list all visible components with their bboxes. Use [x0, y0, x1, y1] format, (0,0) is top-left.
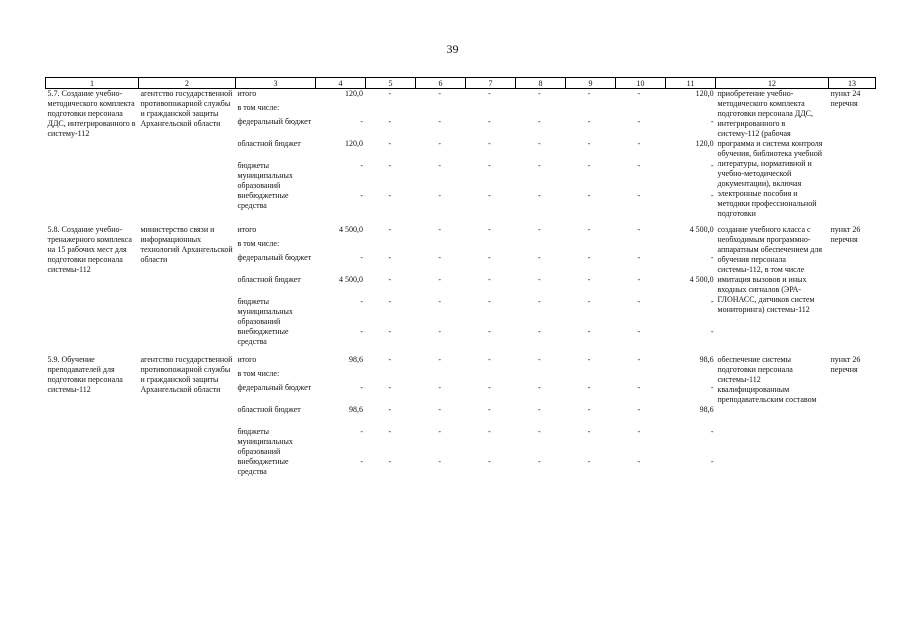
amount-year: - [587, 297, 591, 306]
amount-final: 120,0 [695, 89, 714, 98]
amount-year: - [438, 355, 442, 364]
amount-year: - [637, 253, 641, 262]
column-number: 10 [616, 78, 666, 89]
amount-year: - [587, 275, 591, 284]
amount-year: - [388, 161, 392, 170]
amount-final: - [710, 383, 714, 392]
amount-year: - [438, 275, 442, 284]
amount-year: - [488, 89, 491, 98]
amount-year: - [438, 427, 442, 436]
page-number: 39 [446, 42, 459, 56]
amount-year: - [637, 383, 641, 392]
amount-year: - [537, 355, 541, 364]
amount-year [514, 103, 564, 117]
amount-year [564, 369, 614, 383]
measure-cell: 5.9. Обучение преподавателей для подготовки персонала системы-112 [47, 355, 123, 394]
amount-final: - [710, 457, 714, 466]
amount-year: - [388, 355, 392, 364]
funding-source-label: бюджеты муниципальных образований [237, 297, 293, 326]
amount-year: - [388, 275, 392, 284]
amount-year: - [537, 89, 541, 98]
amount-year [564, 239, 614, 253]
amount-year [614, 369, 664, 383]
amount-year: - [637, 117, 641, 126]
column-number: 7 [466, 78, 516, 89]
column-number: 6 [416, 78, 466, 89]
amount-final: - [710, 253, 714, 262]
amount-year: - [537, 253, 541, 262]
amount-year [365, 103, 415, 117]
amount-total: - [360, 253, 363, 262]
amount-year: - [587, 355, 591, 364]
amount-year [415, 369, 465, 383]
amount-year: - [488, 327, 491, 336]
amount-year [415, 103, 465, 117]
amount-year: - [637, 427, 641, 436]
amount-year [514, 239, 564, 253]
column-number: 8 [516, 78, 566, 89]
amount-year: - [388, 225, 392, 234]
amount-final: - [710, 191, 714, 200]
funding-source-label: внебюджетные средства [237, 327, 289, 346]
amount-total [313, 239, 365, 253]
amount-year: - [438, 225, 442, 234]
amount-year: - [537, 275, 541, 284]
amount-year: - [537, 117, 541, 126]
amount-year [415, 239, 465, 253]
amount-year: - [537, 405, 541, 414]
funding-source-label: бюджеты муниципальных образований [237, 161, 293, 190]
funding-source-row [236, 297, 716, 327]
amount-final: 4 500,0 [689, 275, 714, 284]
amount-year: - [388, 89, 392, 98]
amount-year: - [537, 427, 541, 436]
financing-block [236, 225, 716, 349]
amount-total: 4 500,0 [338, 225, 363, 234]
amount-final: - [710, 161, 714, 170]
amount-year: - [438, 89, 442, 98]
amount-year: - [388, 253, 392, 262]
column-number: 13 [829, 78, 876, 89]
amount-year: - [438, 161, 442, 170]
amount-year: - [388, 405, 392, 414]
amount-year: - [438, 297, 442, 306]
funding-source-row [236, 355, 716, 369]
amount-year: - [488, 457, 491, 466]
amount-year [514, 369, 564, 383]
measure-cell: 5.8. Создание учебно-тренажерного комплекса на 15 рабочих мест для подготовки персонала системы-112 [47, 225, 132, 274]
amount-year: - [587, 139, 591, 148]
funding-source-label: итого [237, 355, 257, 364]
amount-year: - [537, 327, 541, 336]
amount-total: 120,0 [344, 139, 363, 148]
financing-block [236, 89, 716, 220]
amount-total: 98,6 [348, 355, 363, 364]
amount-total: - [360, 427, 363, 436]
amount-final: 4 500,0 [689, 225, 714, 234]
amount-total [313, 369, 365, 383]
amount-year [564, 103, 614, 117]
funding-source-label: областной бюджет [237, 405, 301, 414]
amount-year: - [488, 355, 491, 364]
amount-year: - [388, 427, 392, 436]
amount-year: - [637, 191, 641, 200]
result-cell: обеспечение системы подготовки персонала системы-112 квалифицированным преподавательским составом [717, 355, 817, 404]
amount-year: - [637, 139, 641, 148]
amount-year [614, 239, 664, 253]
amount-year: - [488, 297, 491, 306]
amount-final [664, 369, 716, 383]
amount-year: - [587, 225, 591, 234]
funding-source-row [236, 239, 716, 253]
amount-year: - [438, 253, 442, 262]
amount-year [465, 239, 515, 253]
amount-year: - [587, 253, 591, 262]
amount-year: - [488, 139, 491, 148]
funding-source-label: федеральный бюджет [237, 383, 312, 392]
table-row [46, 355, 876, 479]
amount-total: - [360, 161, 363, 170]
funding-source-label: в том числе: [237, 103, 280, 112]
amount-year [465, 103, 515, 117]
executor-cell: агентство государственной противопожарной службы и гражданской защиты Архангельской области [140, 89, 233, 128]
funding-source-label: итого [237, 89, 257, 98]
amount-year: - [438, 383, 442, 392]
amount-year: - [587, 191, 591, 200]
amount-total: - [360, 117, 363, 126]
amount-year: - [637, 297, 641, 306]
column-number: 3 [236, 78, 316, 89]
funding-source-row [236, 383, 716, 405]
amount-year: - [637, 161, 641, 170]
column-number: 4 [316, 78, 366, 89]
amount-year: - [637, 327, 641, 336]
funding-source-row [236, 89, 716, 103]
amount-year: - [488, 405, 491, 414]
amount-year: - [537, 139, 541, 148]
column-number: 5 [366, 78, 416, 89]
executor-cell: агентство государственной противопожарной службы и гражданской защиты Архангельской области [140, 355, 233, 394]
reference-cell: пункт 26 перечня [830, 225, 861, 244]
amount-year: - [488, 161, 491, 170]
funding-source-row [236, 275, 716, 297]
funding-source-row [236, 103, 716, 117]
amount-year: - [388, 139, 392, 148]
result-cell: создание учебного класса с необходимым программно-аппаратным обеспечением для обучения персонала системы-112, в том числе имитация вызовов и иных входных сигналов (ЭРА-ГЛОНАСС, датчиков систем мониторинга) системы-112 [717, 225, 823, 314]
amount-year: - [388, 457, 392, 466]
funding-source-row [236, 225, 716, 239]
amount-final: - [710, 117, 714, 126]
financing-block [236, 355, 716, 479]
amount-total: 120,0 [344, 89, 363, 98]
column-number: 11 [666, 78, 716, 89]
amount-year: - [438, 117, 442, 126]
amount-year: - [438, 457, 442, 466]
reference-cell: пункт 24 перечня [830, 89, 861, 108]
column-number: 2 [139, 78, 236, 89]
amount-year: - [637, 225, 641, 234]
amount-year: - [587, 117, 591, 126]
funding-source-row [236, 327, 716, 349]
amount-year: - [537, 383, 541, 392]
funding-source-row [236, 191, 716, 213]
amount-year: - [587, 327, 591, 336]
amount-final: - [710, 327, 714, 336]
amount-year: - [388, 117, 392, 126]
amount-total: 4 500,0 [338, 275, 363, 284]
amount-year: - [537, 457, 541, 466]
column-number: 12 [716, 78, 829, 89]
amount-year: - [587, 427, 591, 436]
amount-final: - [710, 297, 714, 306]
table-body [46, 89, 876, 480]
result-cell: приобретение учебно-методического комплекта подготовки персонала ДДС, интегрированного в систему-112 (рабочая программа и система контроля обучения, библиотека учебной литературы, нормативной и учебно-методической документации), включая электронные пособия и методики профессиональной подготовки [717, 89, 823, 218]
funding-source-label: бюджеты муниципальных образований [237, 427, 293, 456]
column-number-header-row [46, 78, 876, 89]
amount-year: - [388, 191, 392, 200]
amount-year: - [488, 427, 491, 436]
amount-year: - [537, 191, 541, 200]
funding-source-row [236, 457, 716, 479]
amount-year: - [537, 297, 541, 306]
amount-year: - [488, 275, 491, 284]
funding-source-label: внебюджетные средства [237, 191, 289, 210]
funding-source-row [236, 161, 716, 191]
amount-final: 120,0 [695, 139, 714, 148]
amount-final: 98,6 [699, 355, 714, 364]
amount-final: 98,6 [699, 405, 714, 414]
amount-year: - [587, 405, 591, 414]
amount-year: - [587, 457, 591, 466]
amount-year: - [637, 89, 641, 98]
column-number: 1 [46, 78, 139, 89]
funding-source-label: в том числе: [237, 239, 280, 248]
amount-year [465, 369, 515, 383]
amount-year: - [637, 457, 641, 466]
amount-year: - [537, 161, 541, 170]
reference-cell: пункт 26 перечня [830, 355, 861, 374]
funding-source-label: областной бюджет [237, 275, 301, 284]
amount-final [664, 239, 716, 253]
amount-total: - [360, 297, 363, 306]
amount-year: - [488, 383, 491, 392]
amount-total [313, 103, 365, 117]
executor-cell: министерство связи и информационных технологий Архангельской области [140, 225, 233, 264]
measure-cell: 5.7. Создание учебно-методического комплекта подготовки персонала ДДС, интегрированного в систему-112 [47, 89, 136, 138]
amount-year: - [388, 383, 392, 392]
funding-source-label: федеральный бюджет [237, 117, 312, 126]
funding-source-label: федеральный бюджет [237, 253, 312, 262]
amount-year: - [587, 383, 591, 392]
amount-year: - [488, 191, 491, 200]
funding-source-label: областной бюджет [237, 139, 301, 148]
funding-source-label: в том числе: [237, 369, 280, 378]
amount-final: - [710, 427, 714, 436]
amount-year [365, 369, 415, 383]
amount-total: - [360, 457, 363, 466]
amount-total: - [360, 327, 363, 336]
funding-source-row [236, 139, 716, 161]
table-row [46, 225, 876, 349]
amount-year: - [438, 405, 442, 414]
funding-source-row [236, 427, 716, 457]
funding-source-row [236, 117, 716, 139]
amount-year: - [488, 253, 491, 262]
funding-source-label: внебюджетные средства [237, 457, 289, 476]
amount-year: - [637, 275, 641, 284]
funding-source-label: итого [237, 225, 257, 234]
funding-source-row [236, 369, 716, 383]
funding-source-row [236, 405, 716, 427]
funding-source-row [236, 253, 716, 275]
amount-year [614, 103, 664, 117]
program-table [45, 77, 876, 479]
amount-year: - [637, 405, 641, 414]
amount-year: - [637, 355, 641, 364]
amount-year: - [488, 117, 491, 126]
amount-final [664, 103, 716, 117]
amount-total: - [360, 383, 363, 392]
amount-year: - [537, 225, 541, 234]
amount-year: - [438, 327, 442, 336]
amount-year: - [438, 139, 442, 148]
table-row [46, 89, 876, 220]
amount-year: - [438, 191, 442, 200]
amount-year: - [388, 297, 392, 306]
amount-year: - [488, 225, 491, 234]
amount-total: - [360, 191, 363, 200]
amount-year: - [388, 327, 392, 336]
amount-year: - [587, 89, 591, 98]
column-number: 9 [566, 78, 616, 89]
amount-year [365, 239, 415, 253]
amount-total: 98,6 [348, 405, 363, 414]
amount-year: - [587, 161, 591, 170]
